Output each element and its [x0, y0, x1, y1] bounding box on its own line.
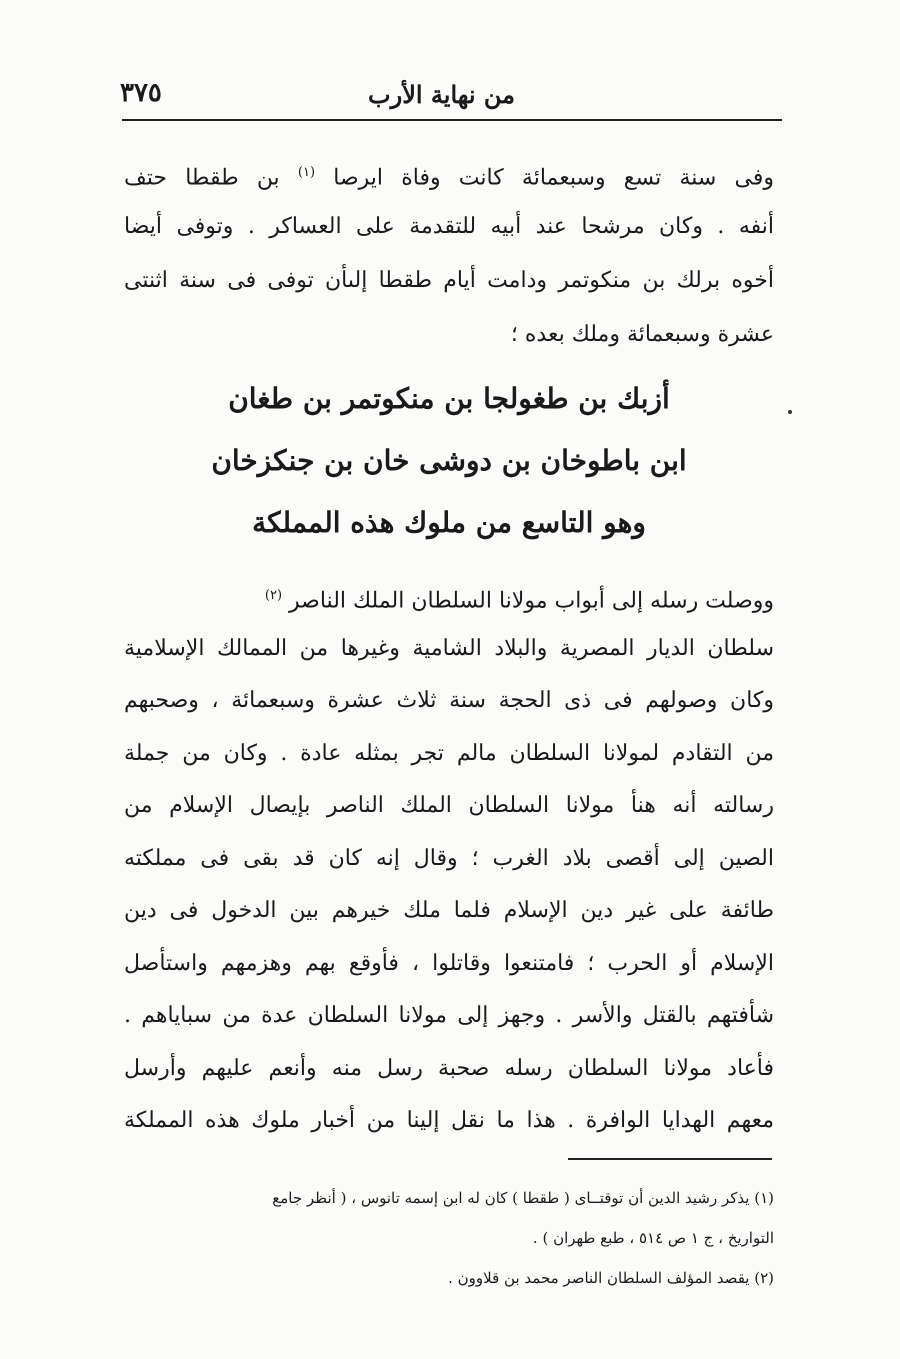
text-line: رسالته أنه هنأ مولانا السلطان الملك الناصر بإيصال الإسلام من: [124, 793, 774, 818]
page-number: ٣٧٥: [120, 78, 162, 108]
footnote-line: (٢) يقصد المؤلف السلطان الناصر محمد بن قلاوون .: [448, 1269, 774, 1287]
text-line: معهم الهدايا الوافرة . هذا ما نقل إلينا من أخبار ملوك هذه المملكة: [124, 1108, 774, 1133]
text-line: الإسلام أو الحرب ؛ فامتنعوا وقاتلوا ، فأوقع بهم وهزمهم واستأصل: [124, 950, 774, 976]
heading-line: وهو التاسع من ملوك هذه المملكة: [252, 506, 646, 539]
paragraph-2: [124, 570, 774, 1148]
footnote-ref-1: (١): [297, 165, 316, 180]
heading-line: أزبك بن طغولجا بن منكوتمر بن طغان: [228, 382, 670, 415]
paragraph-1: [124, 146, 774, 362]
text-line: سلطان الديار المصرية والبلاد الشامية وغيرها من الممالك الإسلامية: [124, 635, 774, 661]
text-line: أنفه . وكان مرشحا عند أبيه للتقدمة على العساكر . وتوفى أيضا: [124, 214, 774, 239]
text-line: شأفتهم بالقتل والأسر . وجهز إلى مولانا السلطان عدة من سباياهم .: [124, 1003, 774, 1028]
text-line: أخوه برلك بن منكوتمر ودامت أيام طقطا إلىأن توفى فى سنة اثنتى: [124, 268, 774, 293]
text-line-start: وفى سنة تسع وسبعمائة كانت وفاة ايرصا: [333, 165, 774, 191]
chapter-heading: [124, 368, 774, 554]
text-line: [124, 146, 774, 200]
text-line: فأعاد مولانا السلطان رسله صحبة رسل منه وأنعم عليهم وأرسل: [124, 1055, 774, 1081]
text-line: الصين إلى أقصى بلاد الغرب ؛ وقال إنه كان قد بقى فى مملكته: [124, 845, 774, 871]
header-rule: [122, 119, 782, 121]
footnote-rule: [568, 1158, 772, 1160]
scan-speck: [788, 410, 792, 414]
running-title: من نهاية الأرب: [368, 80, 515, 109]
footnote-line: (١) يذكر رشيد الدين أن توقتــاى ( طقطا ) كان له ابن إسمه تانوس ، ( أنظر جامع: [272, 1189, 774, 1207]
text-line: طائفة على غير دين الإسلام فلما ملك خيرهم بين الدخول فى دين: [124, 898, 774, 923]
text-line: [124, 570, 774, 623]
footnotes: [122, 1178, 774, 1298]
text-line-end: بن طقطا حتف: [124, 165, 280, 191]
page-header: [120, 80, 780, 120]
footnote-ref-2: (٢): [264, 588, 283, 603]
text-line: من التقادم لمولانا السلطان مالم تجر بمثله عادة . وكان من جملة: [124, 740, 774, 766]
text-line-start: ووصلت رسله إلى أبواب مولانا السلطان الملك الناصر: [289, 588, 774, 614]
text-line: وكان وصولهم فى ذى الحجة سنة ثلاث عشرة وسبعمائة ، وصحبهم: [124, 688, 774, 713]
footnote-line: التواريخ ، ج ١ ص ٥١٤ ، طبع طهران ) .: [532, 1229, 774, 1247]
heading-line: ابن باطوخان بن دوشى خان بن جنكزخان: [211, 444, 687, 477]
text-line: عشرة وسبعمائة وملك بعده ؛: [510, 322, 774, 347]
